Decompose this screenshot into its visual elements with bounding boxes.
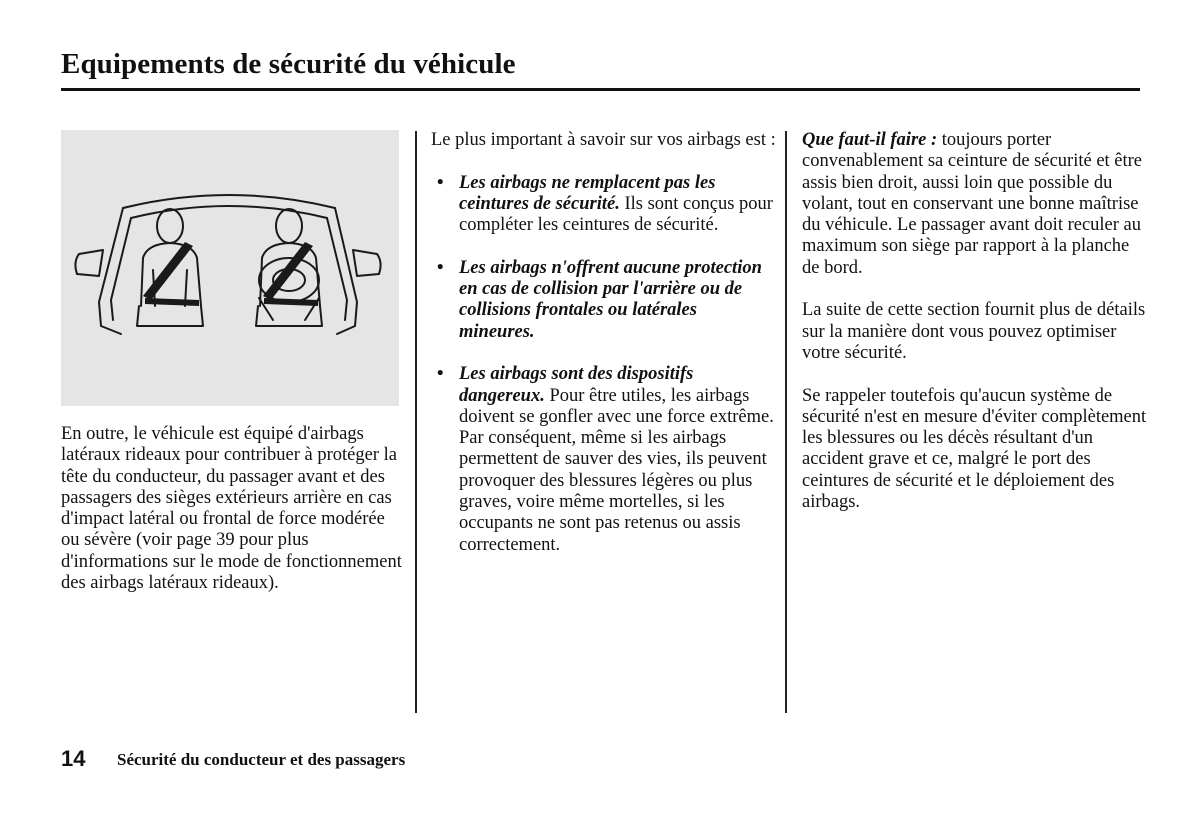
bullet-icon: • [437,172,444,193]
column-2 [431,130,776,577]
what-to-do-lead: Que faut-il faire : [802,130,938,150]
intro-paragraph: Le plus important à savoir sur vos airbags est : [431,130,776,150]
bullet-lead: Les airbags n'offrent aucune protection en cas de collision par l'arrière ou de collisions frontales ou latérales mineures. [459,257,762,342]
seatbelt-illustration [61,130,399,406]
bullet-icon: • [437,257,444,278]
title-rule [61,88,1140,91]
bullet-lead: Les airbags sont des dispositifs dangereux. [459,364,694,406]
what-to-do-text: toujours porter convenablement sa ceinture de sécurité et être assis bien droit, aussi loin que possible du volant, tout en conservant une bonne maîtrise du véhicule. Le passager avant doit reculer au maximum son siège par rapport à la planche de bord. [802,130,1143,278]
list-item [431,258,776,343]
key-facts-list [431,173,776,556]
bullet-lead: Les airbags ne remplacent pas les ceintures de sécurité. [459,172,716,214]
right-mirror [353,250,381,276]
occupants-drawing [61,130,399,406]
column-3 [802,130,1147,535]
left-pillar [99,208,123,334]
page-number: 14 [61,746,86,771]
list-item [431,173,776,237]
passenger-head [276,209,302,243]
driver-lap-belt [145,298,199,306]
bullet-icon: • [437,364,444,385]
list-item [431,364,776,556]
section-name: Sécurité du conducteur et des passagers [117,750,406,769]
left-mirror [75,250,103,276]
driver-head [157,209,183,243]
column-divider-2 [785,131,787,713]
column-divider-1 [415,131,417,713]
curtain-airbags-paragraph: En outre, le véhicule est équipé d'airbags latéraux rideaux pour contribuer à protéger la tête du conducteur, du passager avant et des passagers des sièges extérieurs arrière en cas d'impact latéral ou frontal de force modérée ou sévère (voir page 39 pour plus d'informations sur le mode de fonctionnement des airbags latéraux rideaux). [61,424,402,594]
column-1 [61,424,406,616]
warning-paragraph: Se rappeler toutefois qu'aucun système de sécurité n'est en mesure d'éviter complètement les blessures ou les décès résultant d'un accident grave et ce, malgré le port des ceintures de sécurité et le déploiement des airbags. [802,385,1147,513]
bullet-text: Pour être utiles, les airbags doivent se gonfler avec une force extrême. Par conséquent, même si les airbags permettent de sauver des vies, ils peuvent provoquer des blessures légères ou plus graves, voire même mortelles, si les occupants ne sont pas retenus ou assis correctement. [459,385,774,555]
what-to-do-paragraph [802,130,1147,279]
section-overview-paragraph: La suite de cette section fournit plus de détails sur la manière dont vous pouvez optimiser votre sécurité. [802,300,1146,363]
passenger-lap-belt [264,298,318,306]
page-title: Equipements de sécurité du véhicule [61,48,516,80]
driver-seat [137,306,203,326]
bullet-text: Ils sont conçus pour compléter les ceintures de sécurité. [459,193,773,236]
